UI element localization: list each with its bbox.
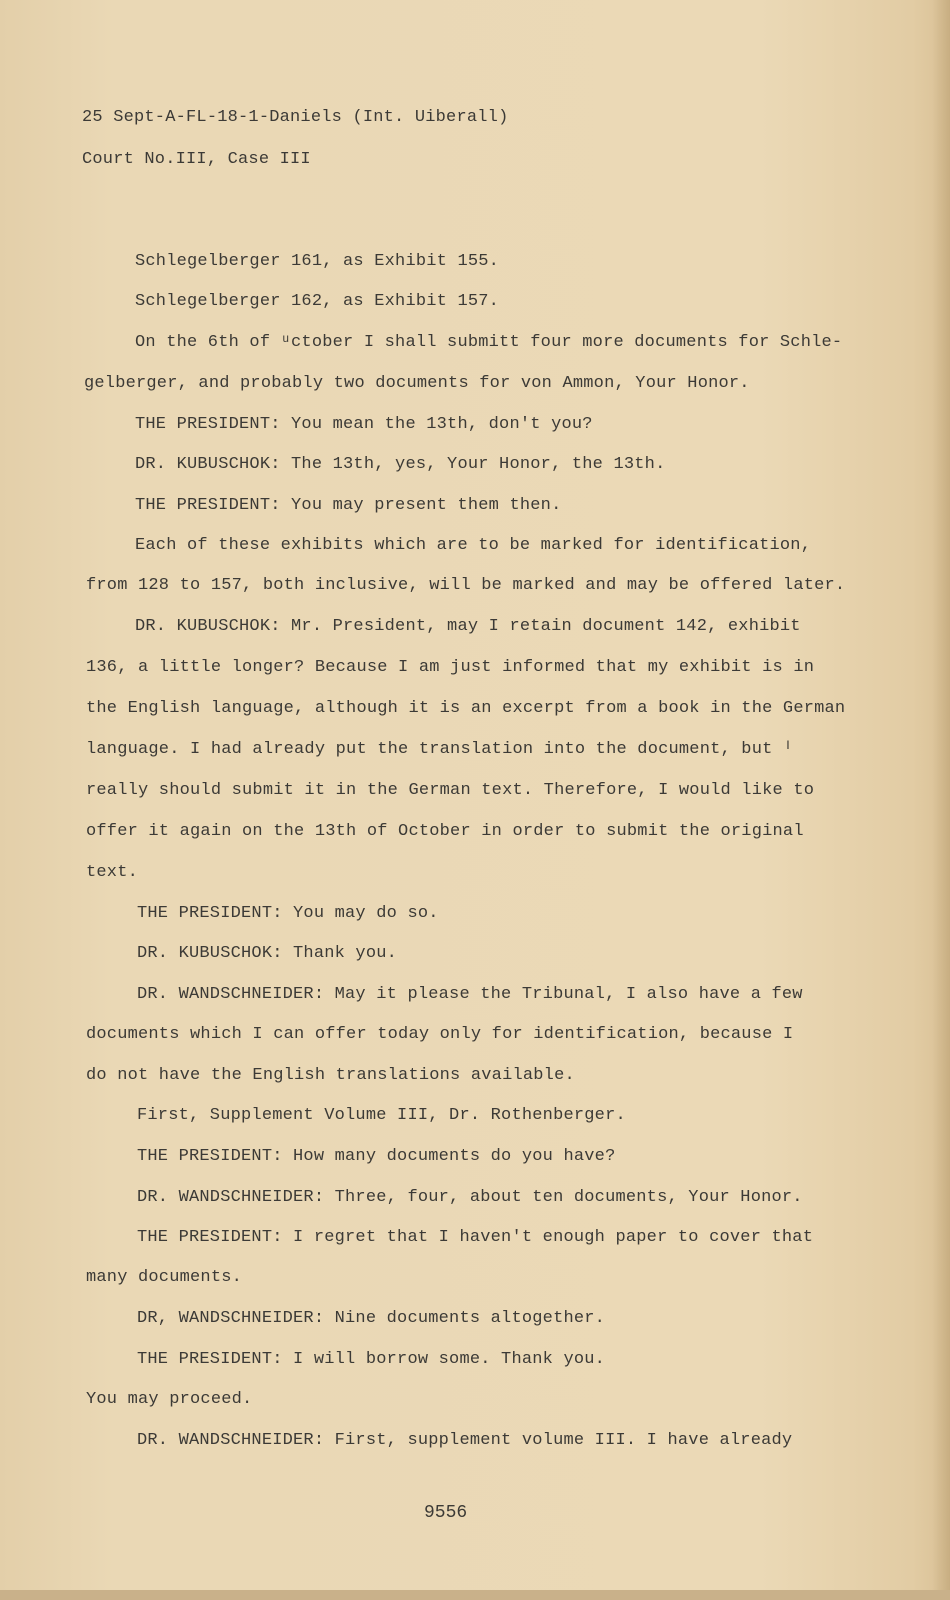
transcript-line: THE PRESIDENT: I regret that I haven't enough paper to cover that — [137, 1228, 814, 1247]
transcript-line: many documents. — [86, 1268, 243, 1287]
transcript-line: language. I had already put the translation into the document, but ᴵ — [86, 740, 794, 759]
page-number: 9556 — [424, 1503, 468, 1523]
transcript-line: THE PRESIDENT: You may present them then. — [135, 496, 562, 515]
header-line-1: 25 Sept-A-FL-18-1-Daniels (Int. Uiberall) — [82, 108, 509, 127]
transcript-line: Schlegelberger 161, as Exhibit 155. — [135, 252, 500, 271]
transcript-line: THE PRESIDENT: How many documents do you have? — [137, 1147, 616, 1166]
transcript-line: THE PRESIDENT: I will borrow some. Thank you. — [137, 1350, 606, 1369]
transcript-line: First, Supplement Volume III, Dr. Rothenberger. — [137, 1106, 626, 1125]
transcript-line: THE PRESIDENT: You may do so. — [137, 904, 439, 923]
transcript-line: DR. WANDSCHNEIDER: Three, four, about ten documents, Your Honor. — [137, 1188, 803, 1207]
transcript-line: DR. WANDSCHNEIDER: First, supplement volume III. I have already — [137, 1431, 793, 1450]
page-bottom-edge — [0, 1590, 950, 1600]
transcript-line: On the 6th of ᵘctober I shall submitt four more documents for Schle- — [135, 333, 843, 352]
transcript-line: offer it again on the 13th of October in order to submit the original — [86, 822, 804, 841]
transcript-line: do not have the English translations available. — [86, 1066, 575, 1085]
transcript-line: Schlegelberger 162, as Exhibit 157. — [135, 292, 500, 311]
transcript-line: DR. WANDSCHNEIDER: May it please the Tribunal, I also have a few — [137, 985, 803, 1004]
transcript-line: DR. KUBUSCHOK: Thank you. — [137, 944, 398, 963]
page-edge-shadow — [932, 0, 950, 1600]
transcript-line: 136, a little longer? Because I am just informed that my exhibit is in — [86, 658, 815, 677]
transcript-line: You may proceed. — [86, 1390, 253, 1409]
transcript-line: THE PRESIDENT: You mean the 13th, don't you? — [135, 415, 593, 434]
transcript-line: DR, WANDSCHNEIDER: Nine documents altogether. — [137, 1309, 606, 1328]
transcript-line: text. — [86, 863, 139, 882]
transcript-line: DR. KUBUSCHOK: The 13th, yes, Your Honor, the 13th. — [135, 455, 666, 474]
header-line-2: Court No.III, Case III — [82, 150, 311, 169]
transcript-line: documents which I can offer today only for identification, because I — [86, 1025, 794, 1044]
transcript-line: from 128 to 157, both inclusive, will be marked and may be offered later. — [86, 576, 846, 595]
transcript-line: DR. KUBUSCHOK: Mr. President, may I retain document 142, exhibit — [135, 617, 801, 636]
transcript-line: gelberger, and probably two documents for von Ammon, Your Honor. — [84, 374, 750, 393]
transcript-line: Each of these exhibits which are to be marked for identification, — [135, 536, 812, 555]
transcript-line: the English language, although it is an excerpt from a book in the German — [86, 699, 846, 718]
transcript-line: really should submit it in the German text. Therefore, I would like to — [86, 781, 815, 800]
